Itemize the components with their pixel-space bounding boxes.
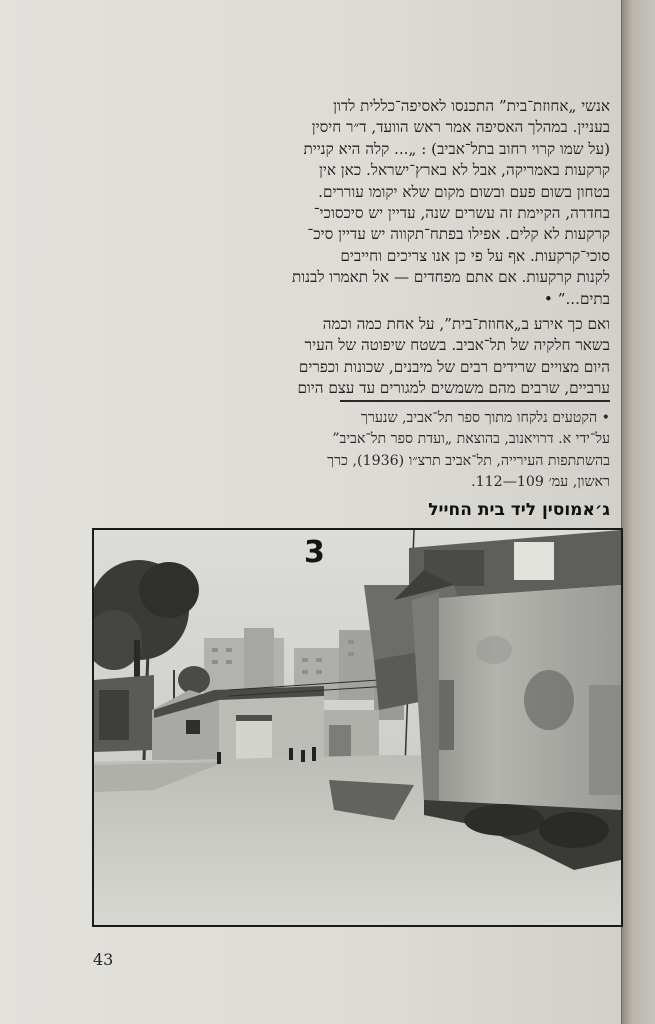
text-line: בשאר חלקיה של תל־אביב. בשטח שיפוטה של העיר xyxy=(304,336,610,355)
paragraph-2 xyxy=(80,314,610,400)
paragraph-1 xyxy=(80,96,610,310)
book-gutter xyxy=(622,0,655,1024)
page-number: 43 xyxy=(93,950,114,969)
text-line: ואם כך אירע ב„אחוזת־בית”, על אחת כמה וכמה xyxy=(322,315,610,333)
text-line: (על שמו קרוי רחוב בתל־אביב) : „... קלה היא קניית xyxy=(303,139,610,158)
text-line: סוכי־קרקעות. אף על פי כן אנו צריכים וחייבים xyxy=(340,246,610,265)
text-line: על־ידי א. דרויאנוב, בהוצאת „ועדת ספר תל־אביב” xyxy=(332,431,610,448)
text-line: • הקטעים נלקחו מתוך ספר תל־אביב, שנערך xyxy=(360,410,610,426)
text-line: בהשתתפות העירייה, תל־אביב תרצ״ו (1936), כרך xyxy=(327,452,610,469)
text-line: בעניין. במהלך האסיפה אמר ראש הוועד, ד״ר חיסין xyxy=(311,118,610,137)
street-photograph xyxy=(92,528,623,927)
text-line: ראשון, עמ׳ 109—112. xyxy=(471,474,610,491)
footnote xyxy=(80,408,610,494)
text-line: קרקעות באמריקה, אבל לא בארץ־ישראל. כאן אין xyxy=(319,161,610,180)
photo-number: 3 xyxy=(304,535,325,570)
text-line: בטחון בשום פעם ובשום מקום שלא יקומו עוררים. xyxy=(318,182,610,201)
text-line: אנשי „אחוזת־בית” התכנסו לאסיפה־כללית לדון xyxy=(333,97,610,115)
footnote-divider xyxy=(340,400,610,402)
text-line: בחדרה, הקיימת זה עשרים שנה, עדיין יש סיכסוכי־ xyxy=(313,203,610,222)
text-line: לקנות קרקעות. אם אתם מפחדים — אל תאמרו לבנות xyxy=(291,268,610,287)
text-line: קרקעות לא קלים. אפילו בפתח־תקווה יש עדיין סיכ־ xyxy=(307,225,610,244)
text-line: היום מצויים שרידים רבים של מיבנים, שכונות וכפרים xyxy=(298,357,610,376)
photo-caption: ג׳אמוסין ליד בית החייל xyxy=(428,500,610,520)
text-line: בתים...” • xyxy=(543,289,610,308)
text-line: ערביים, שרבים מהם משמשים למגורים עד עצם היום xyxy=(297,379,610,398)
